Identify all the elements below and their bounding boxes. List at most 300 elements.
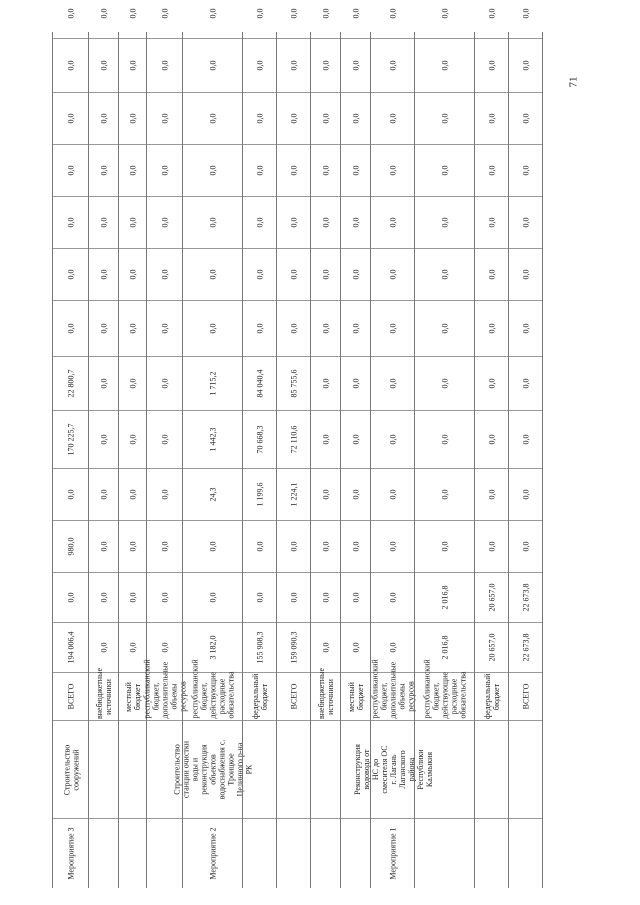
value-cell (311, 468, 341, 520)
value-cell (475, 248, 509, 300)
cell-text: 0,0 (521, 165, 531, 176)
value-cell (415, 410, 475, 468)
cell-text: 0,0 (128, 378, 138, 389)
value-cell (53, 300, 89, 356)
cell-text: 0,0 (289, 323, 299, 334)
cell-text: 0,0 (255, 269, 265, 280)
cell-text: 0,0 (487, 378, 497, 389)
measure-label-cell (341, 818, 371, 888)
cell-text: 0,0 (351, 269, 361, 280)
cell-text: 0,0 (160, 434, 170, 445)
value-cell (183, 38, 243, 92)
cell-text: 0,0 (255, 592, 265, 603)
cell-text: 0,0 (388, 489, 398, 500)
cell-text: 0,0 (521, 217, 531, 228)
value-cell (475, 144, 509, 196)
value-cell (509, 144, 543, 196)
value-cell (119, 572, 147, 622)
table-border-right (542, 32, 543, 888)
cell-text: 0,0 (351, 378, 361, 389)
cell-text: 20 657,0 (487, 633, 497, 662)
cell-text: 1 715,2 (208, 371, 218, 396)
cell-text: 0,0 (99, 434, 109, 445)
table-column (88, 8, 119, 888)
value-cell (371, 356, 415, 410)
value-cell (277, 572, 311, 622)
value-cell (311, 300, 341, 356)
cell-text: 0,0 (160, 165, 170, 176)
cell-text: 0,0 (440, 434, 450, 445)
cell-text: федеральный бюджет (483, 673, 501, 719)
cell-text: 0,0 (388, 269, 398, 280)
page-number: 71 (567, 76, 580, 88)
value-cell (89, 468, 119, 520)
cell-text: 0,0 (487, 113, 497, 124)
cell-text: 170 225,7 (66, 423, 76, 456)
value-cell (509, 196, 543, 248)
value-cell (183, 520, 243, 572)
cell-text: 0,0 (128, 269, 138, 280)
description-cell (311, 720, 341, 818)
value-cell (89, 196, 119, 248)
measure-label-cell (53, 818, 89, 888)
value-cell (243, 572, 277, 622)
cell-text: 0,0 (208, 269, 218, 280)
cell-text: 0,0 (321, 269, 331, 280)
cell-text: 0,0 (321, 592, 331, 603)
description-cell (509, 720, 543, 818)
value-cell (53, 572, 89, 622)
measure-label-cell (119, 818, 147, 888)
value-cell (243, 356, 277, 410)
cell-text: 0,0 (289, 113, 299, 124)
cell-text: внебюджетные источники (317, 667, 335, 719)
cell-text: ВСЕГО (289, 683, 299, 710)
cell-text: 0,0 (440, 489, 450, 500)
value-cell (147, 38, 183, 92)
value-cell (277, 196, 311, 248)
cell-text: Строительство сооружений (62, 744, 80, 795)
measure-label-cell (243, 818, 277, 888)
cell-text: 0,0 (208, 592, 218, 603)
description-cell (475, 672, 509, 720)
cell-text: 0,0 (321, 165, 331, 176)
cell-text: 0,0 (487, 541, 497, 552)
value-cell (119, 356, 147, 410)
value-cell (277, 410, 311, 468)
value-cell (119, 410, 147, 468)
value-cell (277, 92, 311, 144)
value-cell (147, 520, 183, 572)
cell-text: 22 673,8 (521, 583, 531, 612)
cell-text: 84 040,4 (255, 369, 265, 398)
measure-label-cell (183, 818, 243, 888)
value-cell (183, 622, 243, 672)
cell-text: 0,0 (388, 113, 398, 124)
cell-text: республиканский бюджет, действующие расходные обязательства (190, 659, 236, 719)
cell-text: 0,0 (388, 434, 398, 445)
value-cell (147, 144, 183, 196)
cell-text: 0,0 (351, 541, 361, 552)
table-column (474, 8, 509, 888)
value-cell (147, 572, 183, 622)
value-cell (509, 300, 543, 356)
value-cell (183, 356, 243, 410)
table-column (118, 8, 147, 888)
cell-text: 0,0 (321, 489, 331, 500)
value-cell (183, 92, 243, 144)
value-cell (147, 410, 183, 468)
value-cell (311, 248, 341, 300)
cell-text: федеральный бюджет (251, 673, 269, 719)
cell-text: 0,0 (351, 165, 361, 176)
value-cell (243, 622, 277, 672)
cell-text: 0,0 (128, 60, 138, 71)
cell-text: 0,0 (99, 323, 109, 334)
cell-text: ВСЕГО (66, 683, 76, 710)
value-cell (243, 300, 277, 356)
value-cell (243, 38, 277, 92)
value-cell (147, 468, 183, 520)
description-cell (370, 659, 416, 720)
value-cell (415, 0, 475, 38)
cell-text: 70 668,3 (255, 425, 265, 454)
cell-text: республиканский бюджет, дополнительные объемы ресурсов (142, 659, 188, 719)
description-cell (415, 720, 475, 818)
value-cell (89, 144, 119, 196)
value-cell (311, 92, 341, 144)
cell-text: Мероприятие 1 (388, 827, 398, 880)
value-cell (147, 196, 183, 248)
value-cell (53, 248, 89, 300)
cell-text: 0,0 (160, 60, 170, 71)
value-cell (509, 468, 543, 520)
value-cell (119, 0, 147, 38)
cell-text: республиканский бюджет, действующие расходные обязательства (422, 659, 468, 719)
table-column (508, 8, 543, 888)
cell-text: 1 224,1 (289, 482, 299, 507)
cell-text: местный бюджет (124, 681, 143, 712)
cell-text: 0,0 (99, 378, 109, 389)
cell-text: 0,0 (321, 642, 331, 653)
value-cell (475, 300, 509, 356)
value-cell (277, 0, 311, 38)
value-cell (415, 572, 475, 622)
cell-text: 0,0 (487, 8, 497, 19)
measure-label-cell (415, 818, 475, 888)
value-cell (475, 410, 509, 468)
cell-text: 0,0 (388, 8, 398, 19)
cell-text: 0,0 (388, 60, 398, 71)
value-cell (475, 38, 509, 92)
description-cell (277, 720, 311, 818)
cell-text: 72 110,6 (289, 425, 299, 454)
value-cell (277, 468, 311, 520)
cell-text: 0,0 (487, 489, 497, 500)
value-cell (509, 92, 543, 144)
description-cell (509, 672, 543, 720)
cell-text: 0,0 (388, 378, 398, 389)
value-cell (509, 0, 543, 38)
value-cell (341, 144, 371, 196)
value-cell (509, 356, 543, 410)
cell-text: 0,0 (208, 541, 218, 552)
description-cell (415, 659, 475, 720)
cell-text: 0,0 (160, 541, 170, 552)
value-cell (89, 572, 119, 622)
cell-text: 0,0 (351, 592, 361, 603)
value-cell (119, 248, 147, 300)
value-cell (277, 300, 311, 356)
cell-text: 0,0 (66, 60, 76, 71)
cell-text: 0,0 (160, 269, 170, 280)
value-cell (509, 520, 543, 572)
cell-text: 0,0 (255, 217, 265, 228)
cell-text: 0,0 (521, 8, 531, 19)
measure-label-cell (311, 818, 341, 888)
cell-text: Мероприятие 2 (208, 827, 218, 880)
cell-text: 0,0 (66, 217, 76, 228)
value-cell (371, 300, 415, 356)
cell-text: 0,0 (208, 8, 218, 19)
value-cell (415, 92, 475, 144)
cell-text: 0,0 (440, 60, 450, 71)
value-cell (475, 356, 509, 410)
cell-text: 0,0 (487, 434, 497, 445)
cell-text: 0,0 (321, 323, 331, 334)
cell-text: 0,0 (321, 378, 331, 389)
cell-text: 2 016,8 (440, 635, 450, 660)
value-cell (147, 248, 183, 300)
value-cell (53, 196, 89, 248)
value-cell (89, 356, 119, 410)
value-cell (341, 622, 371, 672)
value-cell (183, 468, 243, 520)
table-column (172, 8, 254, 888)
cell-text: Реконструкция водовода от НС до смесителя ОС г. Лагань Лаганского района Республики Калмыкия (352, 744, 434, 795)
value-cell (119, 38, 147, 92)
cell-text: 155 908,3 (255, 631, 265, 664)
cell-text: 0,0 (208, 60, 218, 71)
description-cell (119, 720, 147, 818)
cell-text: 0,0 (66, 269, 76, 280)
cell-text: 0,0 (388, 541, 398, 552)
value-cell (53, 622, 89, 672)
measure-label-cell (509, 818, 543, 888)
value-cell (341, 572, 371, 622)
table-column (52, 8, 89, 888)
cell-text: 0,0 (160, 592, 170, 603)
cell-text: республиканский бюджет, дополнительные объемы ресурсов (370, 659, 416, 719)
measure-label-cell (371, 818, 415, 888)
rotated-budget-table (52, 8, 531, 888)
value-cell (415, 468, 475, 520)
value-cell (415, 520, 475, 572)
value-cell (371, 622, 415, 672)
value-cell (89, 248, 119, 300)
value-cell (371, 196, 415, 248)
value-cell (415, 300, 475, 356)
cell-text: 0,0 (160, 217, 170, 228)
value-cell (89, 300, 119, 356)
cell-text: Мероприятие 3 (66, 827, 76, 880)
cell-text: 0,0 (99, 642, 109, 653)
table-column (310, 8, 341, 888)
value-cell (89, 520, 119, 572)
description-cell (53, 720, 89, 818)
value-cell (53, 144, 89, 196)
cell-text: 0,0 (99, 8, 109, 19)
cell-text: 0,0 (99, 60, 109, 71)
cell-text: 0,0 (388, 323, 398, 334)
cell-text: 0,0 (160, 642, 170, 653)
cell-text: 0,0 (388, 642, 398, 653)
value-cell (509, 410, 543, 468)
description-cell (243, 720, 277, 818)
value-cell (341, 300, 371, 356)
value-cell (183, 300, 243, 356)
cell-text: 0,0 (255, 60, 265, 71)
value-cell (243, 520, 277, 572)
cell-text: 24,3 (208, 487, 218, 502)
value-cell (183, 410, 243, 468)
value-cell (509, 38, 543, 92)
cell-text: 0,0 (289, 60, 299, 71)
cell-text: 0,0 (388, 217, 398, 228)
cell-text: 0,0 (321, 8, 331, 19)
cell-text: 194 006,4 (66, 631, 76, 664)
value-cell (341, 468, 371, 520)
cell-text: 0,0 (66, 8, 76, 19)
cell-text: 0,0 (521, 323, 531, 334)
cell-text: 0,0 (440, 269, 450, 280)
cell-text: 0,0 (128, 217, 138, 228)
cell-text: местный бюджет (347, 681, 365, 712)
value-cell (475, 622, 509, 672)
cell-text: 22 673,8 (521, 633, 531, 662)
measure-label-cell (89, 818, 119, 888)
table-column (242, 8, 277, 888)
cell-text: 1 199,6 (255, 482, 265, 507)
cell-text: 0,0 (440, 541, 450, 552)
cell-text: 0,0 (128, 541, 138, 552)
value-cell (475, 92, 509, 144)
value-cell (183, 144, 243, 196)
value-cell (147, 0, 183, 38)
cell-text: 0,0 (255, 8, 265, 19)
value-cell (415, 248, 475, 300)
cell-text: 2 016,8 (440, 585, 450, 610)
description-cell (341, 672, 371, 720)
value-cell (53, 0, 89, 38)
value-cell (341, 196, 371, 248)
value-cell (53, 38, 89, 92)
value-cell (509, 248, 543, 300)
description-cell (172, 720, 254, 818)
description-cell (311, 667, 341, 720)
cell-text: 0,0 (440, 113, 450, 124)
value-cell (277, 356, 311, 410)
cell-text: 0,0 (321, 541, 331, 552)
cell-text: 0,0 (99, 165, 109, 176)
cell-text: 0,0 (351, 8, 361, 19)
cell-text: ВСЕГО (521, 683, 531, 710)
cell-text: 0,0 (521, 269, 531, 280)
value-cell (277, 248, 311, 300)
cell-text: 0,0 (128, 434, 138, 445)
description-cell (277, 672, 311, 720)
value-cell (243, 92, 277, 144)
description-cell (475, 720, 509, 818)
value-cell (475, 0, 509, 38)
value-cell (415, 38, 475, 92)
cell-text: 0,0 (128, 323, 138, 334)
value-cell (53, 410, 89, 468)
cell-text: 0,0 (289, 217, 299, 228)
description-cell (89, 720, 119, 818)
cell-text: 0,0 (440, 217, 450, 228)
description-cell (352, 720, 434, 818)
cell-text: 0,0 (388, 592, 398, 603)
value-cell (147, 622, 183, 672)
value-cell (89, 622, 119, 672)
value-cell (183, 248, 243, 300)
cell-text: 0,0 (255, 323, 265, 334)
cell-text: 0,0 (208, 323, 218, 334)
cell-text: 0,0 (289, 165, 299, 176)
cell-text: 0,0 (521, 113, 531, 124)
measure-label-cell (147, 818, 183, 888)
value-cell (311, 572, 341, 622)
value-cell (277, 520, 311, 572)
value-cell (53, 468, 89, 520)
cell-text: 1 442,3 (208, 427, 218, 452)
value-cell (53, 520, 89, 572)
cell-text: 0,0 (66, 113, 76, 124)
cell-text: 0,0 (66, 489, 76, 500)
value-cell (147, 300, 183, 356)
description-cell (183, 659, 243, 720)
cell-text: 0,0 (160, 378, 170, 389)
cell-text: 0,0 (351, 323, 361, 334)
cell-text: 0,0 (521, 541, 531, 552)
cell-text: 0,0 (321, 434, 331, 445)
cell-text: 0,0 (351, 434, 361, 445)
value-cell (341, 520, 371, 572)
value-cell (243, 248, 277, 300)
cell-text: 0,0 (128, 8, 138, 19)
description-cell (243, 672, 277, 720)
cell-text: 0,0 (487, 217, 497, 228)
value-cell (341, 0, 371, 38)
cell-text: 0,0 (128, 489, 138, 500)
cell-text: 0,0 (208, 113, 218, 124)
cell-text: 0,0 (351, 489, 361, 500)
cell-text: 0,0 (487, 269, 497, 280)
value-cell (341, 248, 371, 300)
value-cell (311, 38, 341, 92)
value-cell (53, 92, 89, 144)
cell-text: 0,0 (99, 541, 109, 552)
cell-text: 0,0 (160, 489, 170, 500)
value-cell (475, 468, 509, 520)
value-cell (509, 622, 543, 672)
value-cell (147, 92, 183, 144)
value-cell (415, 196, 475, 248)
value-cell (415, 356, 475, 410)
value-cell (53, 356, 89, 410)
value-cell (147, 356, 183, 410)
